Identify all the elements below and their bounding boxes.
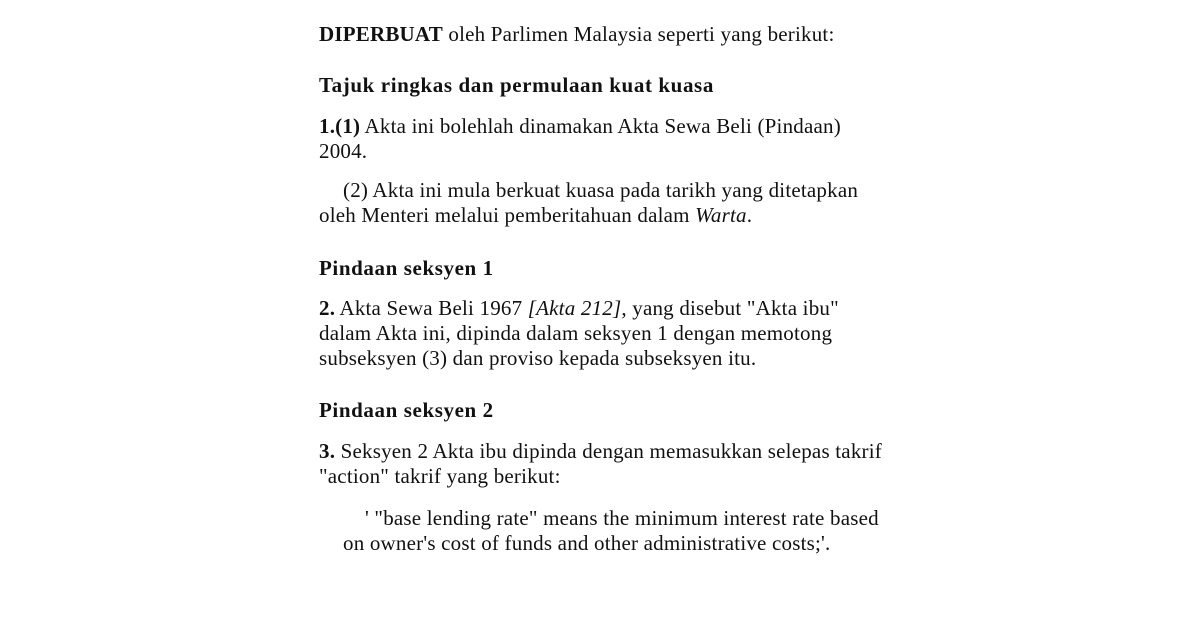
- definition-quote-line-2: on owner's cost of funds and other administrative costs;'.: [343, 531, 831, 555]
- section-3-line-2: "action" takrif yang berikut:: [319, 464, 561, 488]
- definition-quote-line-1: ' "base lending rate" means the minimum interest rate based: [365, 506, 879, 530]
- akta-212-italic: [Akta 212]: [527, 296, 622, 320]
- section-1-paragraph-2: [319, 178, 974, 228]
- enactment-clause: [319, 22, 974, 47]
- warta-italic: Warta: [695, 203, 747, 227]
- section-1-text-line-2: 2004.: [319, 139, 368, 163]
- section-1-text-line-1: Akta ini bolehlah dinamakan Akta Sewa Beli (Pindaan): [360, 114, 841, 138]
- section-1-paragraph-1: [319, 114, 974, 164]
- section-1-subsection-2-line-2-suffix: .: [746, 203, 753, 227]
- section-1-subsection-2-line-1: (2) Akta ini mula berkuat kuasa pada tarikh yang ditetapkan: [343, 178, 859, 202]
- section-2-text-a: Akta Sewa Beli 1967: [335, 296, 528, 320]
- definition-quote: [343, 506, 998, 556]
- section-2-paragraph: [319, 296, 974, 371]
- section-1-subsection-2-line-2-prefix: oleh Menteri melalui pemberitahuan dalam: [319, 203, 696, 227]
- section-2-text-b: , yang disebut "Akta ibu": [621, 296, 839, 320]
- heading-amend-section-1: Pindaan seksyen 1: [319, 256, 494, 280]
- section-3-number: 3.: [319, 439, 336, 463]
- heading-amend-section-2: Pindaan seksyen 2: [319, 398, 494, 422]
- section-3-line-1: Seksyen 2 Akta ibu dipinda dengan memasukkan selepas takrif: [335, 439, 882, 463]
- section-2-line-3: subseksyen (3) dan proviso kepada subseksyen itu.: [319, 346, 757, 370]
- section-1-number: 1.(1): [319, 114, 361, 138]
- enactment-text: oleh Parlimen Malaysia seperti yang berikut:: [442, 22, 835, 46]
- section-2-line-2: dalam Akta ini, dipinda dalam seksyen 1 dengan memotong: [319, 321, 833, 345]
- heading-short-title: Tajuk ringkas dan permulaan kuat kuasa: [319, 73, 714, 97]
- section-2-number: 2.: [319, 296, 336, 320]
- section-3-paragraph: [319, 439, 974, 489]
- enactment-keyword: DIPERBUAT: [319, 22, 443, 46]
